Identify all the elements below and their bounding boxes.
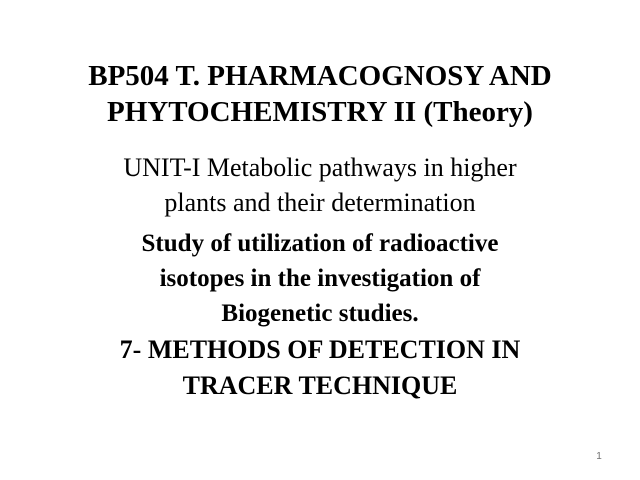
title-line-1: BP504 T. PHARMACOGNOSY AND [88,60,552,92]
study-line-2: isotopes in the investigation of [159,265,481,292]
study-topic [40,226,600,331]
study-line-3: Biogenetic studies. [221,300,419,327]
study-line-1: Study of utilization of radioactive [141,230,499,257]
methods-line-2: TRACER TECHNIQUE [182,371,458,400]
title-line-2: PHYTOCHEMISTRY II (Theory) [107,96,533,128]
page-number: 1 [596,451,602,462]
methods-heading [40,332,600,404]
unit-line-1: UNIT-I Metabolic pathways in higher [123,153,517,182]
unit-line-2: plants and their determination [164,188,476,217]
methods-line-1: 7- METHODS OF DETECTION IN [119,335,521,364]
unit-heading [40,150,600,220]
slide-title [40,58,600,130]
